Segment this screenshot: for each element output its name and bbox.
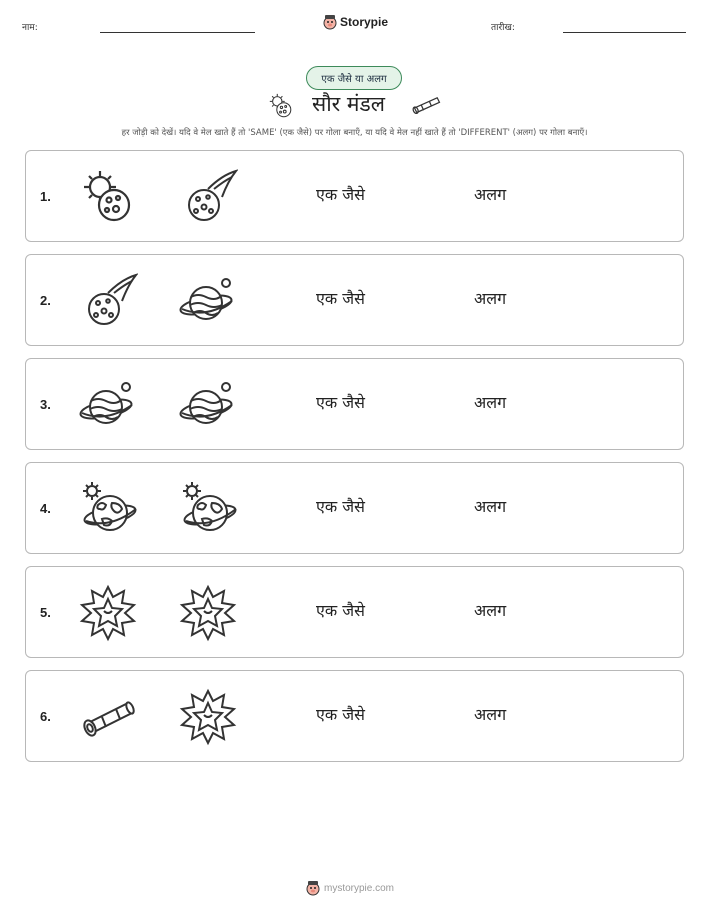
option-same[interactable]: एक जैसे [316,705,365,724]
pig-mascot-icon [323,14,337,30]
star-icon [178,687,238,747]
option-different[interactable]: अलग [474,289,507,308]
brand-logo [323,14,388,30]
name-label: नाम: [22,23,38,33]
planet-icon [178,375,238,435]
footer [306,880,394,896]
right-picture [178,271,238,331]
sun-moon-icon [266,92,296,120]
telescope-icon [410,94,444,114]
question-number: 2. [40,293,51,308]
footer-url[interactable]: mystorypie.com [324,882,395,894]
planet-icon [78,375,138,435]
left-picture [78,479,138,539]
right-picture [178,583,238,643]
question-card [25,566,684,658]
question-number: 5. [40,605,51,620]
star-icon [78,583,138,643]
name-line[interactable] [100,32,255,33]
left-picture [78,167,138,227]
left-picture [78,687,138,747]
option-same[interactable]: एक जैसे [316,497,365,516]
right-picture [178,479,238,539]
option-different[interactable]: अलग [474,601,507,620]
planet-icon [178,271,238,331]
question-card [25,254,684,346]
left-picture [78,375,138,435]
brand-name: Storypie [340,15,389,29]
option-same[interactable]: एक जैसे [316,289,365,308]
date-label: तारीख: [491,23,515,33]
question-card [25,150,684,242]
option-different[interactable]: अलग [474,393,507,412]
option-same[interactable]: एक जैसे [316,601,365,620]
option-same[interactable]: एक जैसे [316,393,365,412]
question-card [25,670,684,762]
right-picture [178,687,238,747]
left-picture [78,271,138,331]
right-picture [178,375,238,435]
pig-mascot-icon [306,880,320,896]
date-line[interactable] [563,32,686,33]
left-picture [78,583,138,643]
right-picture [178,167,238,227]
star-icon [178,583,238,643]
page-title: सौर मंडल [312,92,385,116]
option-different[interactable]: अलग [474,497,507,516]
meteor-icon [78,271,138,331]
question-number: 3. [40,397,51,412]
question-number: 6. [40,709,51,724]
option-same[interactable]: एक जैसे [316,185,365,204]
meteor-icon [178,167,238,227]
instructions: हर जोड़ी को देखें। यदि वे मेल खाते हैं तो 'SAME' (एक जैसे) पर गोला बनाएँ, या यदि वे मेल नहीं खाते हैं तो 'DIFFERENT' (अलग) पर गोला बनाएँ। [121,128,588,138]
question-number: 4. [40,501,51,516]
earth-icon [178,479,238,539]
option-different[interactable]: अलग [474,705,507,724]
telescope-icon [78,687,138,747]
option-different[interactable]: अलग [474,185,507,204]
worksheet-type-pill: एक जैसे या अलग [306,66,402,90]
question-card [25,358,684,450]
question-card [25,462,684,554]
sun-moon-icon [78,167,138,227]
earth-icon [78,479,138,539]
question-number: 1. [40,189,51,204]
